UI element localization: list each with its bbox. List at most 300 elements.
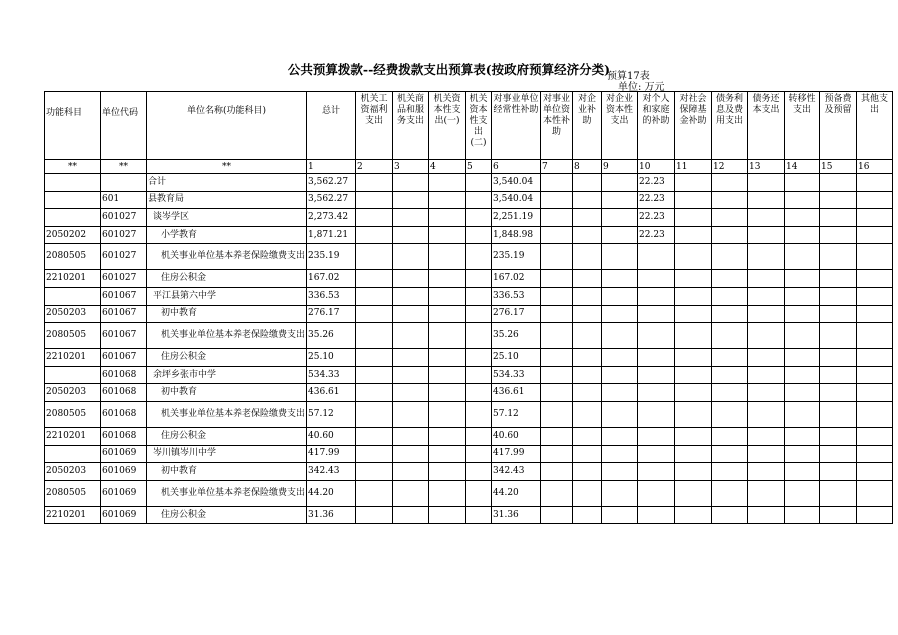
header-capital-1: 机关资本性支出(一) xyxy=(429,92,466,160)
empty-cell xyxy=(356,349,393,367)
institution-subsidy-cell: 2,251.19 xyxy=(492,209,541,227)
empty-cell xyxy=(602,305,638,323)
empty-cell xyxy=(429,305,466,323)
func-code-cell xyxy=(45,191,101,209)
func-code-cell xyxy=(45,366,101,384)
empty-cell xyxy=(675,305,712,323)
personal-subsidy-cell xyxy=(638,349,675,367)
empty-cell xyxy=(820,366,857,384)
total-cell: 57.12 xyxy=(307,401,356,427)
empty-cell xyxy=(748,445,785,463)
unit-label: 单位: 万元 xyxy=(618,82,665,93)
empty-cell xyxy=(602,209,638,227)
column-number: 13 xyxy=(748,160,785,174)
empty-cell xyxy=(675,226,712,244)
empty-cell xyxy=(857,191,893,209)
column-number: 2 xyxy=(356,160,393,174)
budget-table xyxy=(44,91,893,524)
empty-cell xyxy=(712,401,748,427)
empty-cell xyxy=(712,427,748,445)
empty-cell xyxy=(748,349,785,367)
empty-cell xyxy=(748,191,785,209)
personal-subsidy-cell xyxy=(638,287,675,305)
empty-cell xyxy=(602,287,638,305)
empty-cell xyxy=(857,305,893,323)
empty-cell xyxy=(541,401,573,427)
empty-cell xyxy=(857,427,893,445)
empty-cell xyxy=(857,209,893,227)
personal-subsidy-cell xyxy=(638,323,675,349)
empty-cell xyxy=(541,384,573,402)
empty-cell xyxy=(675,174,712,192)
empty-cell xyxy=(602,401,638,427)
empty-cell xyxy=(602,480,638,506)
empty-cell xyxy=(573,305,602,323)
func-code-cell: 2050203 xyxy=(45,384,101,402)
func-code-cell xyxy=(45,209,101,227)
personal-subsidy-cell: 22.23 xyxy=(638,209,675,227)
table-row xyxy=(45,244,893,270)
func-code-cell: 2050203 xyxy=(45,463,101,481)
empty-cell xyxy=(466,226,492,244)
empty-cell xyxy=(466,463,492,481)
empty-cell xyxy=(602,366,638,384)
empty-cell xyxy=(820,349,857,367)
empty-cell xyxy=(602,244,638,270)
header-reserve: 预备费及预留 xyxy=(820,92,857,160)
empty-cell xyxy=(785,480,820,506)
empty-cell xyxy=(356,401,393,427)
empty-cell xyxy=(785,384,820,402)
column-number: 11 xyxy=(675,160,712,174)
empty-cell xyxy=(748,244,785,270)
func-code-cell: 2050202 xyxy=(45,226,101,244)
table-row xyxy=(45,401,893,427)
header-goods-services: 机关商品和服务支出 xyxy=(393,92,429,160)
personal-subsidy-cell xyxy=(638,445,675,463)
empty-cell xyxy=(675,463,712,481)
empty-cell xyxy=(356,427,393,445)
empty-cell xyxy=(541,427,573,445)
empty-cell xyxy=(541,174,573,192)
func-code-cell: 2210201 xyxy=(45,506,101,524)
empty-cell xyxy=(602,384,638,402)
empty-cell xyxy=(466,287,492,305)
institution-subsidy-cell: 3,540.04 xyxy=(492,174,541,192)
empty-cell xyxy=(675,384,712,402)
empty-cell xyxy=(712,463,748,481)
empty-cell xyxy=(356,244,393,270)
empty-cell xyxy=(541,191,573,209)
empty-cell xyxy=(356,270,393,288)
empty-cell xyxy=(820,287,857,305)
empty-cell xyxy=(785,323,820,349)
personal-subsidy-cell xyxy=(638,463,675,481)
table-row xyxy=(45,445,893,463)
total-cell: 417.99 xyxy=(307,445,356,463)
empty-cell xyxy=(712,209,748,227)
empty-cell xyxy=(541,323,573,349)
unit-name-cell: 县教育局 xyxy=(147,191,307,209)
unit-name-cell: 初中教育 xyxy=(147,384,307,402)
empty-cell xyxy=(675,506,712,524)
empty-cell xyxy=(356,384,393,402)
empty-cell xyxy=(573,506,602,524)
empty-cell xyxy=(356,323,393,349)
empty-cell xyxy=(748,427,785,445)
empty-cell xyxy=(393,445,429,463)
personal-subsidy-cell xyxy=(638,384,675,402)
empty-cell xyxy=(541,506,573,524)
unit-name-cell: 余坪乡张市中学 xyxy=(147,366,307,384)
unit-name-cell: 合计 xyxy=(147,174,307,192)
empty-cell xyxy=(857,287,893,305)
unit-code-cell: 601067 xyxy=(101,323,147,349)
total-cell: 342.43 xyxy=(307,463,356,481)
empty-cell xyxy=(857,226,893,244)
unit-name-cell: 住房公积金 xyxy=(147,506,307,524)
empty-cell xyxy=(785,366,820,384)
institution-subsidy-cell: 336.53 xyxy=(492,287,541,305)
institution-subsidy-cell: 417.99 xyxy=(492,445,541,463)
empty-cell xyxy=(393,244,429,270)
form-number: 预算17表 xyxy=(607,71,650,82)
column-number: 7 xyxy=(541,160,573,174)
empty-cell xyxy=(820,401,857,427)
empty-cell xyxy=(356,366,393,384)
unit-name-cell: 初中教育 xyxy=(147,305,307,323)
empty-cell xyxy=(466,366,492,384)
unit-code-cell xyxy=(101,174,147,192)
empty-cell xyxy=(748,366,785,384)
unit-code-cell: 601068 xyxy=(101,401,147,427)
table-row xyxy=(45,270,893,288)
personal-subsidy-cell xyxy=(638,506,675,524)
institution-subsidy-cell: 40.60 xyxy=(492,427,541,445)
empty-cell xyxy=(573,226,602,244)
header-unit-name: 单位名称(功能科目) xyxy=(147,92,307,160)
empty-cell xyxy=(748,463,785,481)
empty-cell xyxy=(857,366,893,384)
empty-cell xyxy=(675,244,712,270)
header-func-code: 功能科目 xyxy=(45,92,101,160)
empty-cell xyxy=(820,323,857,349)
total-cell: 31.36 xyxy=(307,506,356,524)
empty-cell xyxy=(573,270,602,288)
empty-cell xyxy=(466,209,492,227)
empty-cell xyxy=(541,463,573,481)
empty-cell xyxy=(429,287,466,305)
empty-cell xyxy=(466,191,492,209)
empty-cell xyxy=(820,226,857,244)
table-row xyxy=(45,366,893,384)
column-number: 14 xyxy=(785,160,820,174)
empty-cell xyxy=(602,191,638,209)
empty-cell xyxy=(429,506,466,524)
empty-cell xyxy=(785,463,820,481)
header-institution-subsidy: 对事业单位经常性补助 xyxy=(492,92,541,160)
empty-cell xyxy=(857,401,893,427)
personal-subsidy-cell: 22.23 xyxy=(638,174,675,192)
empty-cell xyxy=(393,226,429,244)
empty-cell xyxy=(602,349,638,367)
empty-cell xyxy=(857,270,893,288)
empty-cell xyxy=(356,480,393,506)
unit-name-cell: 机关事业单位基本养老保险缴费支出 xyxy=(147,323,307,349)
empty-cell xyxy=(748,401,785,427)
empty-cell xyxy=(785,191,820,209)
unit-name-cell: 住房公积金 xyxy=(147,427,307,445)
empty-cell xyxy=(785,427,820,445)
total-cell: 336.53 xyxy=(307,287,356,305)
func-code-cell: 2050203 xyxy=(45,305,101,323)
empty-cell xyxy=(573,445,602,463)
empty-cell xyxy=(573,209,602,227)
empty-cell xyxy=(857,174,893,192)
empty-cell xyxy=(675,323,712,349)
empty-cell xyxy=(785,244,820,270)
table-row xyxy=(45,427,893,445)
empty-cell xyxy=(712,305,748,323)
empty-cell xyxy=(429,401,466,427)
empty-cell xyxy=(573,191,602,209)
func-code-cell: 2210201 xyxy=(45,427,101,445)
header-debt-interest: 债务利息及费用支出 xyxy=(712,92,748,160)
personal-subsidy-cell xyxy=(638,401,675,427)
empty-cell xyxy=(393,506,429,524)
total-cell: 44.20 xyxy=(307,480,356,506)
empty-cell xyxy=(573,323,602,349)
personal-subsidy-cell xyxy=(638,244,675,270)
empty-cell xyxy=(748,384,785,402)
empty-cell xyxy=(785,305,820,323)
institution-subsidy-cell: 276.17 xyxy=(492,305,541,323)
institution-subsidy-cell: 167.02 xyxy=(492,270,541,288)
func-code-cell: 2080505 xyxy=(45,401,101,427)
empty-cell xyxy=(541,305,573,323)
unit-code-cell: 601069 xyxy=(101,480,147,506)
empty-cell xyxy=(573,480,602,506)
func-code-cell: 2210201 xyxy=(45,270,101,288)
empty-cell xyxy=(820,209,857,227)
empty-cell xyxy=(675,191,712,209)
table-row xyxy=(45,349,893,367)
empty-cell xyxy=(573,463,602,481)
header-wage: 机关工资福利支出 xyxy=(356,92,393,160)
table-row xyxy=(45,323,893,349)
empty-cell xyxy=(466,305,492,323)
empty-cell xyxy=(393,287,429,305)
column-number: 15 xyxy=(820,160,857,174)
empty-cell xyxy=(573,287,602,305)
empty-cell xyxy=(712,480,748,506)
empty-cell xyxy=(429,191,466,209)
func-code-cell: 2080505 xyxy=(45,323,101,349)
header-capital-2: 机关资本性支出(二) xyxy=(466,92,492,160)
table-row xyxy=(45,209,893,227)
func-code-cell xyxy=(45,174,101,192)
institution-subsidy-cell: 35.26 xyxy=(492,323,541,349)
empty-cell xyxy=(675,349,712,367)
empty-cell xyxy=(541,270,573,288)
empty-cell xyxy=(820,270,857,288)
empty-cell xyxy=(541,480,573,506)
empty-cell xyxy=(602,506,638,524)
total-cell: 534.33 xyxy=(307,366,356,384)
personal-subsidy-cell: 22.23 xyxy=(638,226,675,244)
total-cell: 35.26 xyxy=(307,323,356,349)
total-cell: 1,871.21 xyxy=(307,226,356,244)
empty-cell xyxy=(820,480,857,506)
empty-cell xyxy=(785,226,820,244)
empty-cell xyxy=(466,401,492,427)
func-code-cell xyxy=(45,445,101,463)
empty-cell xyxy=(820,427,857,445)
total-cell: 276.17 xyxy=(307,305,356,323)
unit-name-cell: 住房公积金 xyxy=(147,349,307,367)
empty-cell xyxy=(573,349,602,367)
empty-cell xyxy=(748,323,785,349)
empty-cell xyxy=(785,349,820,367)
empty-cell xyxy=(712,270,748,288)
empty-cell xyxy=(573,384,602,402)
empty-cell xyxy=(712,384,748,402)
table-row xyxy=(45,305,893,323)
empty-cell xyxy=(466,244,492,270)
empty-cell xyxy=(356,445,393,463)
empty-cell xyxy=(712,445,748,463)
empty-cell xyxy=(675,445,712,463)
header-unit-code: 单位代码 xyxy=(101,92,147,160)
empty-cell xyxy=(466,445,492,463)
empty-cell xyxy=(820,305,857,323)
column-number: ** xyxy=(147,160,307,174)
column-number: 4 xyxy=(429,160,466,174)
total-cell: 3,562.27 xyxy=(307,174,356,192)
total-cell: 235.19 xyxy=(307,244,356,270)
empty-cell xyxy=(541,349,573,367)
empty-cell xyxy=(429,349,466,367)
func-code-cell: 2210201 xyxy=(45,349,101,367)
empty-cell xyxy=(429,384,466,402)
unit-name-cell: 机关事业单位基本养老保险缴费支出 xyxy=(147,480,307,506)
empty-cell xyxy=(393,305,429,323)
empty-cell xyxy=(429,480,466,506)
column-number: 16 xyxy=(857,160,893,174)
empty-cell xyxy=(748,270,785,288)
unit-name-cell: 机关事业单位基本养老保险缴费支出 xyxy=(147,401,307,427)
personal-subsidy-cell xyxy=(638,305,675,323)
empty-cell xyxy=(573,244,602,270)
func-code-cell: 2080505 xyxy=(45,244,101,270)
empty-cell xyxy=(393,480,429,506)
unit-name-cell: 平江县第六中学 xyxy=(147,287,307,305)
empty-cell xyxy=(541,244,573,270)
empty-cell xyxy=(466,427,492,445)
empty-cell xyxy=(712,287,748,305)
unit-code-cell: 601 xyxy=(101,191,147,209)
institution-subsidy-cell: 25.10 xyxy=(492,349,541,367)
empty-cell xyxy=(602,270,638,288)
empty-cell xyxy=(820,174,857,192)
unit-name-cell: 机关事业单位基本养老保险缴费支出 xyxy=(147,244,307,270)
empty-cell xyxy=(785,174,820,192)
column-number: 12 xyxy=(712,160,748,174)
unit-name-cell: 住房公积金 xyxy=(147,270,307,288)
header-debt-principal: 债务还本支出 xyxy=(748,92,785,160)
empty-cell xyxy=(712,506,748,524)
unit-name-cell: 初中教育 xyxy=(147,463,307,481)
empty-cell xyxy=(820,384,857,402)
unit-code-cell: 601027 xyxy=(101,209,147,227)
column-number: ** xyxy=(101,160,147,174)
empty-cell xyxy=(602,174,638,192)
empty-cell xyxy=(675,270,712,288)
column-number: 8 xyxy=(573,160,602,174)
total-cell: 436.61 xyxy=(307,384,356,402)
institution-subsidy-cell: 436.61 xyxy=(492,384,541,402)
personal-subsidy-cell xyxy=(638,480,675,506)
empty-cell xyxy=(857,463,893,481)
empty-cell xyxy=(820,463,857,481)
empty-cell xyxy=(748,174,785,192)
header-enterprise-capital: 对企业资本性支出 xyxy=(602,92,638,160)
empty-cell xyxy=(602,463,638,481)
header-social-security: 对社会保障基金补助 xyxy=(675,92,712,160)
institution-subsidy-cell: 3,540.04 xyxy=(492,191,541,209)
institution-subsidy-cell: 31.36 xyxy=(492,506,541,524)
unit-code-cell: 601068 xyxy=(101,427,147,445)
empty-cell xyxy=(429,366,466,384)
empty-cell xyxy=(857,480,893,506)
empty-cell xyxy=(356,209,393,227)
empty-cell xyxy=(541,445,573,463)
empty-cell xyxy=(429,174,466,192)
empty-cell xyxy=(712,323,748,349)
empty-cell xyxy=(393,209,429,227)
personal-subsidy-cell: 22.23 xyxy=(638,191,675,209)
unit-name-cell: 小学教育 xyxy=(147,226,307,244)
empty-cell xyxy=(675,401,712,427)
empty-cell xyxy=(393,366,429,384)
table-row xyxy=(45,287,893,305)
empty-cell xyxy=(393,191,429,209)
empty-cell xyxy=(466,270,492,288)
func-code-cell xyxy=(45,287,101,305)
table-row xyxy=(45,191,893,209)
personal-subsidy-cell xyxy=(638,427,675,445)
empty-cell xyxy=(429,445,466,463)
empty-cell xyxy=(356,191,393,209)
empty-cell xyxy=(820,506,857,524)
table-row xyxy=(45,174,893,192)
institution-subsidy-cell: 57.12 xyxy=(492,401,541,427)
unit-code-cell: 601067 xyxy=(101,349,147,367)
empty-cell xyxy=(785,270,820,288)
total-cell: 25.10 xyxy=(307,349,356,367)
total-cell: 2,273.42 xyxy=(307,209,356,227)
empty-cell xyxy=(712,174,748,192)
empty-cell xyxy=(785,506,820,524)
empty-cell xyxy=(785,287,820,305)
empty-cell xyxy=(748,209,785,227)
empty-cell xyxy=(356,226,393,244)
empty-cell xyxy=(785,209,820,227)
empty-cell xyxy=(857,506,893,524)
column-number: 1 xyxy=(307,160,356,174)
empty-cell xyxy=(429,209,466,227)
empty-cell xyxy=(356,463,393,481)
